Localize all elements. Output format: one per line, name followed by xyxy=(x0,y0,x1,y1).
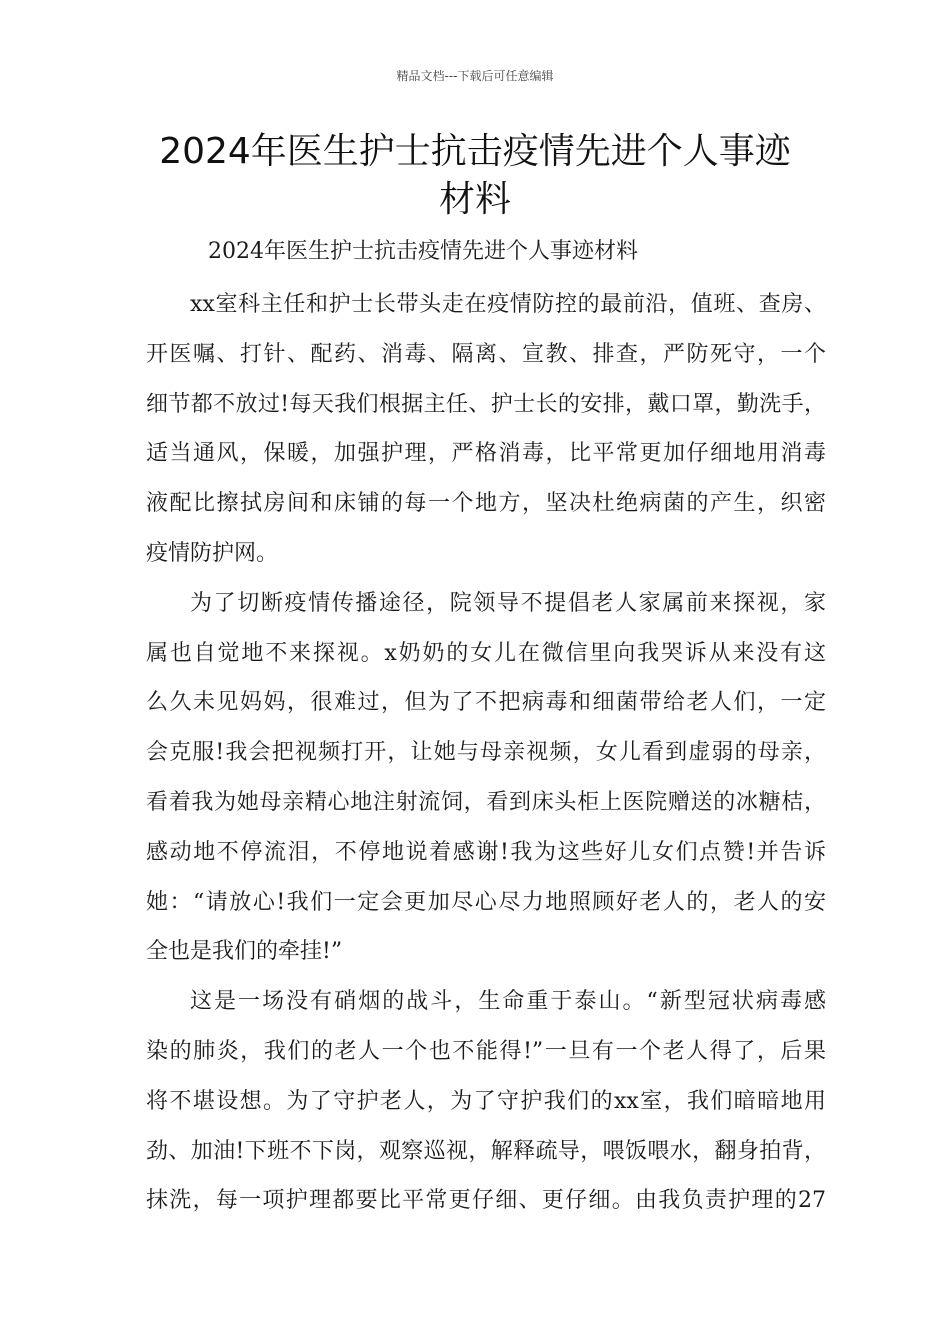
paragraph-line: 看着我为她母亲精心地注射流饲，看到床头柜上医院赠送的冰糖桔， xyxy=(146,789,826,815)
paragraph xyxy=(146,280,826,579)
paragraph-line: 全也是我们的牵挂!” xyxy=(146,939,343,965)
paragraph-line: 会克服!我会把视频打开，让她与母亲视频，女儿看到虚弱的母亲， xyxy=(146,740,826,766)
paragraph-line: 液配比擦拭房间和床铺的每一个地方，坚决杜绝病菌的产生，织密 xyxy=(146,491,826,517)
paragraph-line: 感动地不停流泪，不停地说着感谢!我为这些好儿女们点赞!并告诉 xyxy=(146,839,826,865)
paragraph-line: 这是一场没有硝烟的战斗，生命重于泰山。“新型冠状病毒感 xyxy=(190,989,826,1015)
document-title-line: 2024年医生护士抗击疫情先进个人事迹 xyxy=(159,131,791,172)
paragraph-line: 染的肺炎，我们的老人一个也不能得!”一旦有一个老人得了，后果 xyxy=(146,1038,826,1064)
document-body xyxy=(146,230,826,1226)
paragraph-line: 抹洗，每一项护理都要比平常更仔细、更仔细。由我负责护理的27 xyxy=(146,1188,826,1214)
paragraph-line: 适当通风，保暖，加强护理，严格消毒，比平常更加仔细地用消毒 xyxy=(146,441,826,467)
document-subtitle: 2024年医生护士抗击疫情先进个人事迹材料 xyxy=(208,239,638,264)
page-header-note: 精品文档---下载后可任意编辑 xyxy=(396,69,554,83)
paragraph xyxy=(146,579,826,977)
paragraph-line: 开医嘱、打针、配药、消毒、隔离、宣教、排查，严防死守，一个 xyxy=(146,341,826,367)
paragraph-line: 将不堪设想。为了守护老人，为了守护我们的xx室，我们暗暗地用 xyxy=(146,1088,826,1114)
document-title-line: 材料 xyxy=(438,179,511,220)
document-title xyxy=(120,128,830,224)
paragraph-line: 么久未见妈妈，很难过，但为了不把病毒和细菌带给老人们，一定 xyxy=(146,690,826,716)
paragraph-line: 疫情防护网。 xyxy=(146,540,279,566)
paragraph-line: 劲、加油!下班不下岗，观察巡视，解释疏导，喂饭喂水，翻身拍背， xyxy=(146,1138,826,1164)
paragraph-line: 细节都不放过!每天我们根据主任、护士长的安排，戴口罩，勤洗手， xyxy=(146,391,826,417)
paragraph-line: 属也自觉地不来探视。x奶奶的女儿在微信里向我哭诉从来没有这 xyxy=(146,640,826,666)
paragraph-line: xx室科主任和护士长带头走在疫情防控的最前沿，值班、查房、 xyxy=(190,292,826,317)
paragraph xyxy=(146,977,826,1226)
paragraph-line: 为了切断疫情传播途径，院领导不提倡老人家属前来探视，家 xyxy=(190,590,826,616)
paragraph-line: 她：“请放心!我们一定会更加尽心尽力地照顾好老人的，老人的安 xyxy=(146,889,826,915)
